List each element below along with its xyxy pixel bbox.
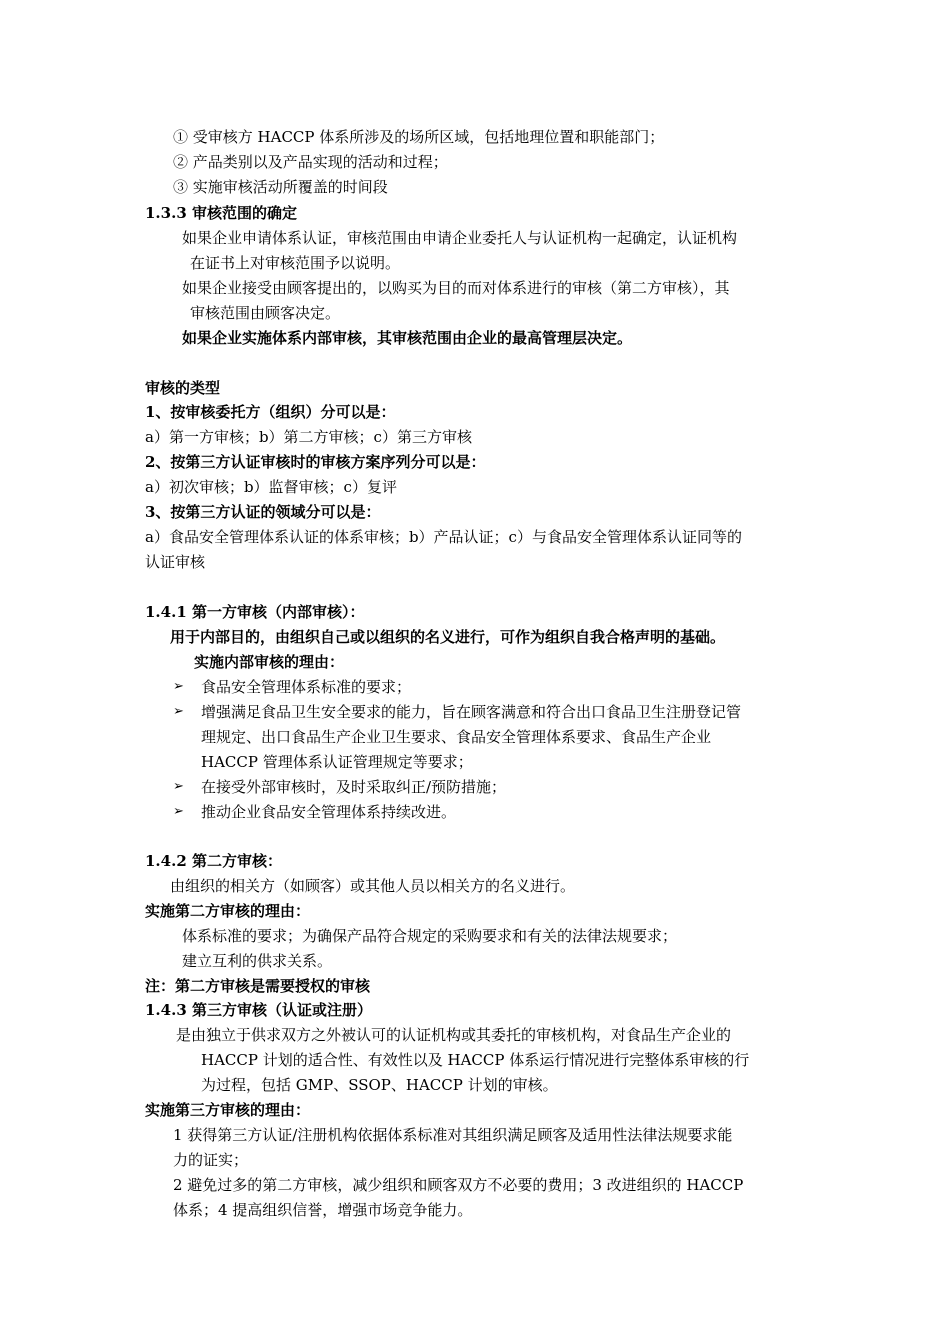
scope-item-1: ① 受审核方 HACCP 体系所涉及的场所区域，包括地理位置和职能部门； <box>173 128 665 146</box>
paragraph-line: 如果企业接受由顾客提出的，以购买为目的而对体系进行的审核（第二方审核），其 <box>182 279 730 297</box>
second-party-reasons-heading: 实施第二方审核的理由： <box>145 902 311 920</box>
second-party-definition: 由组织的相关方（如顾客）或其他人员以相关方的名义进行。 <box>170 877 576 895</box>
audit-type-heading-3: 3、按第三方认证的领域分可以是： <box>145 503 381 521</box>
scope-item-3: ③ 实施审核活动所覆盖的时间段 <box>173 178 388 196</box>
paragraph-line-bold: 如果企业实施体系内部审核，其审核范围由企业的最高管理层决定。 <box>182 329 633 347</box>
arrow-bullet-icon: ➢ <box>173 679 184 694</box>
third-party-reason-cont: 体系；4 提高组织信誉，增强市场竞争能力。 <box>173 1201 473 1219</box>
third-party-definition-cont: 为过程，包括 GMP、SSOP、HACCP 计划的审核。 <box>201 1076 558 1094</box>
second-party-reason: 建立互利的供求关系。 <box>182 952 333 970</box>
audit-type-list-3: a）食品安全管理体系认证的体系审核；b）产品认证；c）与食品安全管理体系认证同等的 <box>145 528 742 546</box>
third-party-reason: 1 获得第三方认证/注册机构依据体系标准对其组织满足顾客及适用性法律法规要求能 <box>173 1126 733 1144</box>
arrow-bullet-icon: ➢ <box>173 804 184 819</box>
second-party-reason: 体系标准的要求；为确保产品符合规定的采购要求和有关的法律法规要求； <box>182 927 678 945</box>
audit-type-list-1: a）第一方审核；b）第二方审核；c）第三方审核 <box>145 428 472 446</box>
paragraph-line: 在证书上对审核范围予以说明。 <box>190 254 401 272</box>
list-item: 增强满足食品卫生安全要求的能力，旨在顾客满意和符合出口食品卫生注册登记管 <box>201 703 742 721</box>
list-item: 食品安全管理体系标准的要求； <box>201 678 412 696</box>
third-party-reason: 2 避免过多的第二方审核，减少组织和顾客双方不必要的费用；3 改进组织的 HACCP <box>173 1176 744 1194</box>
scope-item-2: ② 产品类别以及产品实现的活动和过程； <box>173 153 448 171</box>
audit-type-heading-1: 1、按审核委托方（组织）分可以是： <box>145 403 396 421</box>
third-party-reasons-heading: 实施第三方审核的理由： <box>145 1101 311 1119</box>
audit-type-heading-2: 2、按第三方认证审核时的审核方案序列分可以是： <box>145 453 486 471</box>
heading-audit-types: 审核的类型 <box>145 379 221 397</box>
section-heading-1-4-3: 1.4.3 第三方审核（认证或注册） <box>145 1001 372 1019</box>
list-item: 在接受外部审核时，及时采取纠正/预防措施； <box>201 778 507 796</box>
section-heading-1-4-2: 1.4.2 第二方审核： <box>145 852 282 870</box>
arrow-bullet-icon: ➢ <box>173 704 184 719</box>
list-item-cont: HACCP 管理体系认证管理规定等要求； <box>201 753 473 771</box>
internal-audit-reasons-heading: 实施内部审核的理由： <box>194 653 345 671</box>
third-party-definition-cont: HACCP 计划的适合性、有效性以及 HACCP 体系运行情况进行完整体系审核的行 <box>201 1051 750 1069</box>
list-item-cont: 理规定、出口食品生产企业卫生要求、食品安全管理体系要求、食品生产企业 <box>201 728 712 746</box>
arrow-bullet-icon: ➢ <box>173 779 184 794</box>
audit-type-list-2: a）初次审核；b）监督审核；c）复评 <box>145 478 397 496</box>
paragraph-line: 如果企业申请体系认证，审核范围由申请企业委托人与认证机构一起确定，认证机构 <box>182 229 738 247</box>
paragraph-line: 审核范围由顾客决定。 <box>190 304 341 322</box>
section-heading-1-3-3: 1.3.3 审核范围的确定 <box>145 204 297 222</box>
section-heading-1-4-1: 1.4.1 第一方审核（内部审核）： <box>145 603 365 621</box>
third-party-definition: 是由独立于供求双方之外被认可的认证机构或其委托的审核机构，对食品生产企业的 <box>176 1026 732 1044</box>
list-item: 推动企业食品安全管理体系持续改进。 <box>201 803 457 821</box>
third-party-reason-cont: 力的证实； <box>173 1151 249 1169</box>
second-party-note: 注：第二方审核是需要授权的审核 <box>145 977 371 995</box>
audit-type-list-3-cont: 认证审核 <box>145 553 206 571</box>
first-party-definition: 用于内部目的，由组织自己或以组织的名义进行，可作为组织自我合格声明的基础。 <box>170 628 726 646</box>
